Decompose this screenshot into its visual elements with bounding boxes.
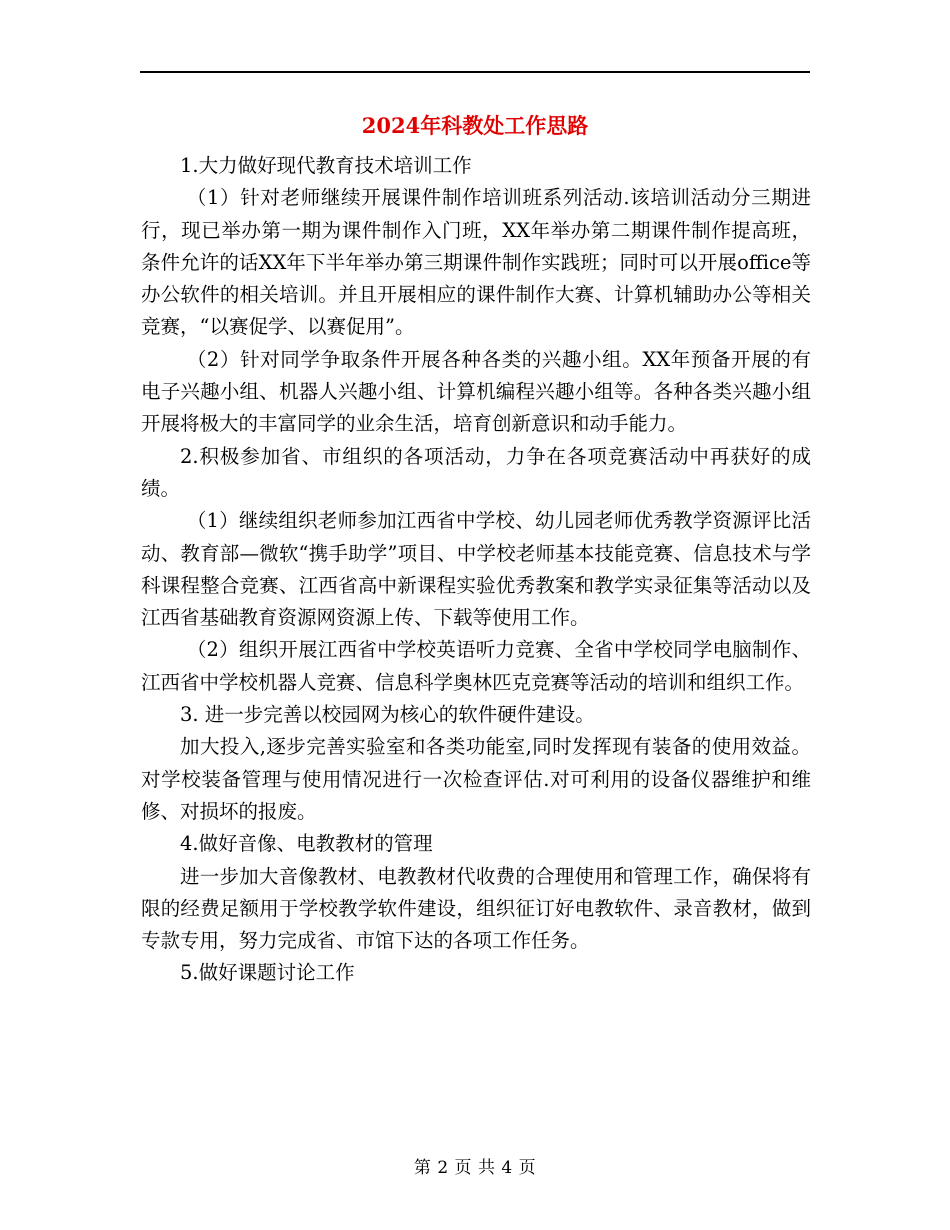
section-heading-1: 1.大力做好现代教育技术培训工作 xyxy=(180,154,472,177)
page-number: 第 2 页 共 4 页 xyxy=(413,1158,537,1178)
paragraph: 加大投入,逐步完善实验室和各类功能室,同时发挥现有装备的使用效益。对学校装备管理与使用情况进行一次检查评估.对可利用的设备仪器维护和维修、对损坏的报废。 xyxy=(141,735,811,823)
paragraph: （1）继续组织老师参加江西省中学校、幼儿园老师优秀教学资源评比活动、教育部—微软“携手助学”项目、中学校老师基本技能竞赛、信息技术与学科课程整合竞赛、江西省高中新课程实验优秀教案和教学实录征集等活动以及江西省基础教育资源网资源上传、下载等使用工作。 xyxy=(141,509,811,630)
section-heading-4: 4.做好音像、电教教材的管理 xyxy=(180,832,433,856)
paragraph: （2）针对同学争取条件开展各种各类的兴趣小组。XX年预备开展的有电子兴趣小组、机器人兴趣小组、计算机编程兴趣小组等。各种各类兴趣小组开展将极大的丰富同学的业余生活，培育创新意识和动手能力。 xyxy=(141,347,811,436)
section-heading-2: 2.积极参加省、市组织的各项活动，力争在各项竞赛活动中再获好的成绩。 xyxy=(141,444,811,500)
document-body xyxy=(141,150,811,990)
document-title: 2024年科教处工作思路 xyxy=(361,113,589,138)
paragraph: （1）针对老师继续开展课件制作培训班系列活动.该培训活动分三期进行，现已举办第一期为课件制作入门班，XX年举办第二期课件制作提高班，条件允许的话XX年下半年举办第三期课件制作实践班；同时可以开展office等办公软件的相关培训。并且开展相应的课件制作大赛、计算机辅助办公等相关竞赛，“以赛促学、以赛促用”。 xyxy=(141,186,811,339)
section-heading-3: 3. 进一步完善以校园网为核心的软件硬件建设。 xyxy=(180,703,595,727)
paragraph: 进一步加大音像教材、电教教材代收费的合理使用和管理工作，确保将有限的经费足额用于学校教学软件建设，组织征订好电教软件、录音教材，做到专款专用，努力完成省、市馆下达的各项工作任务。 xyxy=(141,864,811,953)
paragraph: （2）组织开展江西省中学校英语听力竞赛、全省中学校同学电脑制作、江西省中学校机器人竞赛、信息科学奥林匹克竞赛等活动的培训和组织工作。 xyxy=(141,638,811,694)
section-heading-5: 5.做好课题讨论工作 xyxy=(180,961,355,985)
header-rule xyxy=(140,71,810,73)
